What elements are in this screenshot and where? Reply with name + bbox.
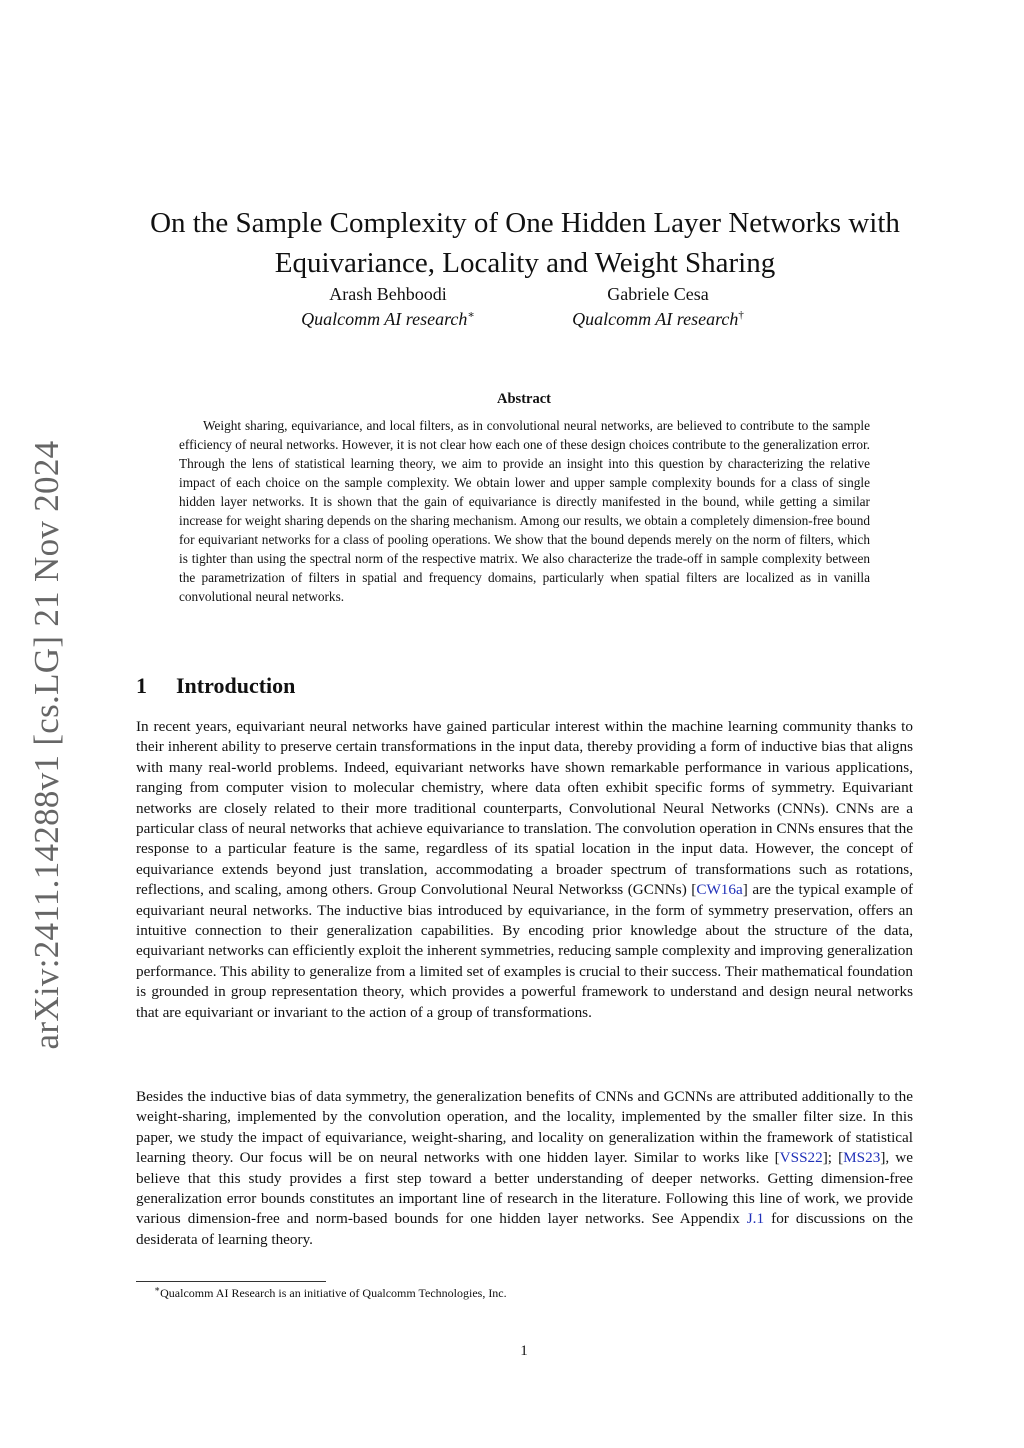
appendix-link[interactable]: J.1 (746, 1210, 765, 1228)
intro-paragraph: In recent years, equivariant neural networks have gained particular interest within the machine learning community thanks to their inherent ability to preserve certain transformations in the input data, thereby providing a form of inductive bias that aligns with many real-world problems. Indeed, equivariant networks have shown remarkable performance in various applications, ranging from computer vision to molecular chemistry, where data often exhibit specific forms of symmetry. Equivariant networks are closely related to their more traditional counterparts, Convolutional Neural Networks (CNNs). CNNs are a particular class of neural networks that achieve equivariance to translation. The convolution operation in CNNs ensures that the response to a particular feature is the same, regardless of its spatial location in the input data. However, the concept of equivariance extends beyond just translation, accommodating a broader spectrum of transformations such as rotations, reflections, and scaling, among others. Group Convolutional Neural Networkss (GCNNs) [CW16a] are the typical example of equivariant neural networks. The inductive bias introduced by equivariance, in the form of symmetry preservation, offers an intuitive connection to their generalization capabilities. By encoding prior knowledge about the structure of the data, equivariant networks can efficiently exploit the inherent symmetries, reducing sample complexity and improving generalization performance. This ability to generalize from a limited set of examples is crucial to their success. Their mathematical foundation is grounded in group representation theory, which provides a powerful framework to understand and design neural networks that are equivariant or invariant to the action of a group of transformations. (136, 718, 913, 1021)
author-block (538, 282, 778, 332)
author-block (268, 282, 508, 332)
affiliation-mark: † (738, 309, 744, 321)
abstract-heading: Abstract (497, 391, 551, 407)
abstract-text: Weight sharing, equivariance, and local filters, as in convolutional neural networks, are believed to contribute to the sample efficiency of neural networks. However, it is not clear how each one of these design choices contribute to the generalization error. Through the lens of statistical learning theory, we aim to provide an insight into this question by characterizing the relative impact of each choice on the sample complexity. We obtain lower and upper sample complexity bounds for a class of single hidden layer networks. It is shown that the gain of equivariance is directly manifested in the bound, while getting a similar increase for weight sharing depends on the sharing mechanism. Among our results, we obtain a completely dimension-free bound for equivariant networks for a class of pooling operations. We show that the bound depends merely on the norm of filters, which is tighter than using the spectral norm of the respective matrix. We also characterize the trade-off in sample complexity between the parametrization of filters in spatial and frequency domains, particularly when spatial filters are localized as in vanilla convolutional neural networks. (179, 418, 870, 604)
footnote-divider (136, 1281, 326, 1282)
intro-paragraph: Besides the inductive bias of data symmetry, the generalization benefits of CNNs and GCNNs are attributed additionally to the weight-sharing, implemented by the convolution operation, and the locality, implemented by the smaller filter size. In this paper, we study the impact of equivariance, weight-sharing, and locality on generalization within the framework of statistical learning theory. Our focus will be on neural networks with one hidden layer. Similar to works like [VSS22]; [MS23], we believe that this study provides a first step toward a better understanding of deeper networks. Getting dimension-free generalization error bounds constitutes an important line of research in the literature. Following this line of work, we provide various dimension-free and norm-based bounds for one hidden layer networks. See Appendix J.1 for discussions on the desiderata of learning theory. (136, 1088, 913, 1248)
footnote-text: Qualcomm AI Research is an initiative of Qualcomm Technologies, Inc. (160, 1286, 507, 1300)
author-name: Arash Behboodi (329, 284, 447, 304)
footnote (154, 1285, 894, 1302)
citation-link[interactable]: CW16a (696, 881, 743, 899)
paper-title: On the Sample Complexity of One Hidden Layer Networks with Equivariance, Locality and Weight Sharing (150, 207, 900, 280)
section-number: 1 (136, 673, 147, 698)
section-title: Introduction (176, 673, 296, 698)
section-heading (136, 671, 295, 701)
affiliation-mark: ∗ (467, 309, 475, 321)
author-affiliation: Qualcomm AI research† (572, 309, 744, 329)
citation-link[interactable]: VSS22 (779, 1149, 823, 1167)
page-number: 1 (520, 1343, 528, 1359)
author-affiliation: Qualcomm AI research∗ (301, 309, 475, 329)
citation-link[interactable]: MS23 (843, 1149, 881, 1167)
footnote-mark: ∗ (154, 1284, 161, 1294)
author-name: Gabriele Cesa (607, 284, 709, 304)
arxiv-identifier: arXiv:2411.14288v1 [cs.LG] 21 Nov 2024 (27, 440, 66, 1050)
